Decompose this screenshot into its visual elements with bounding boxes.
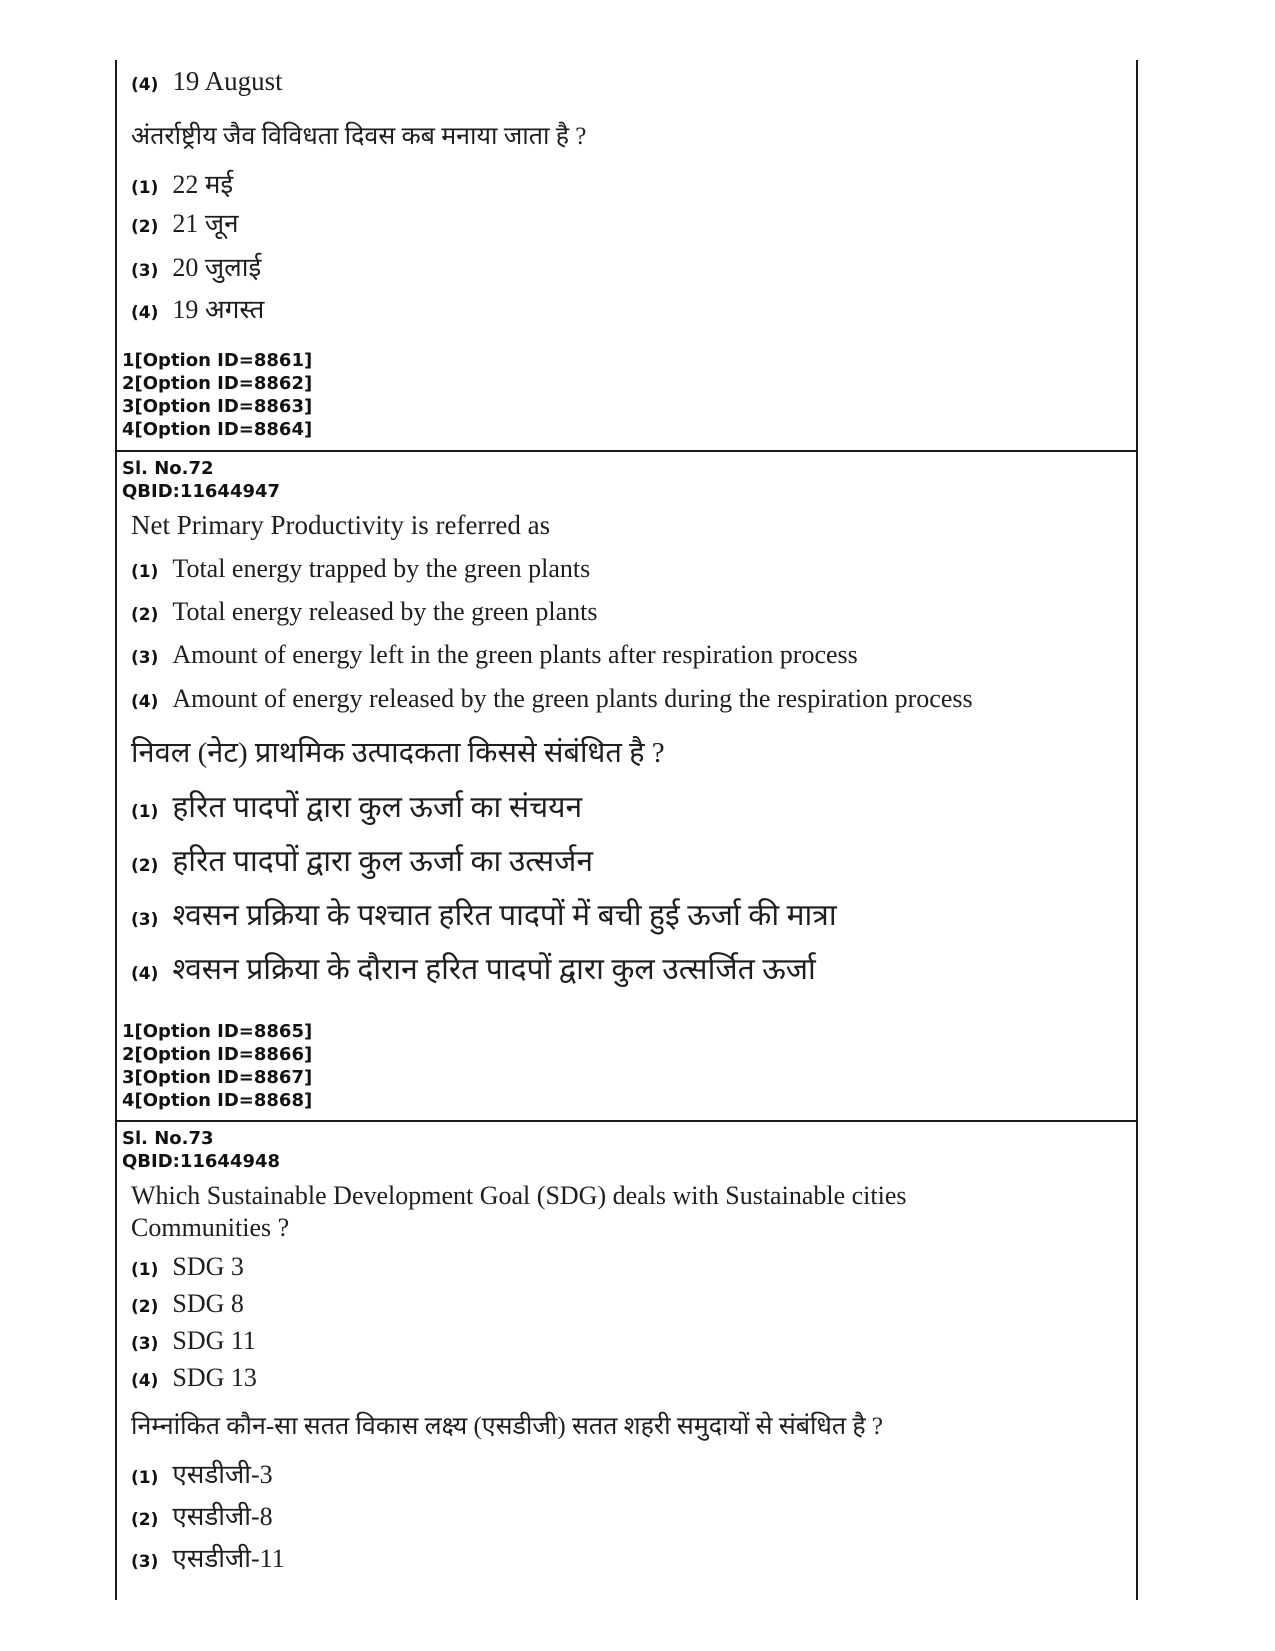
option-text: 19 अगस्त — [172, 295, 265, 324]
option-text: SDG 11 — [172, 1326, 256, 1355]
option-text: SDG 8 — [172, 1289, 244, 1318]
option-text: एसडीजी-11 — [172, 1544, 285, 1573]
option-text: Amount of energy released by the green plants during the respiration process — [172, 684, 973, 713]
question-header-73 — [122, 1127, 280, 1173]
option-3-en — [131, 640, 858, 670]
option-1-en — [131, 554, 590, 584]
option-2-hi — [131, 1497, 273, 1533]
divider-73 — [115, 1120, 1138, 1122]
option-number: (2) — [131, 856, 159, 876]
option-number: (4) — [131, 75, 159, 95]
option-number: (3) — [131, 261, 159, 281]
option-number: (3) — [131, 1334, 159, 1354]
qbid: QBID:11644947 — [122, 481, 281, 502]
question-en — [131, 1180, 907, 1244]
option-number: (4) — [131, 692, 159, 712]
option-text: Amount of energy left in the green plants after respiration process — [172, 640, 858, 669]
option-id: 1[Option ID=8865] — [122, 1021, 313, 1042]
option-id: 2[Option ID=8866] — [122, 1044, 313, 1065]
option-number: (3) — [131, 648, 159, 668]
right-border — [1136, 60, 1138, 1600]
left-border — [115, 60, 117, 1600]
option-3-hi — [131, 248, 261, 284]
option-number: (2) — [131, 1510, 159, 1530]
option-2-en — [131, 597, 597, 627]
option-id: 3[Option ID=8863] — [122, 396, 313, 417]
option-text: Total energy released by the green plants — [172, 597, 598, 626]
question-header-72 — [122, 457, 280, 503]
option-number: (1) — [131, 802, 159, 822]
question-hi: अंतर्राष्ट्रीय जैव विविधता दिवस कब मनाया जाता है ? — [131, 123, 587, 150]
option-number: (2) — [131, 1297, 159, 1317]
option-number: (1) — [131, 178, 159, 198]
sl-no: Sl. No.72 — [122, 458, 214, 479]
option-id: 4[Option ID=8868] — [122, 1090, 313, 1111]
prev-option-4-en — [131, 66, 283, 97]
option-id: 2[Option ID=8862] — [122, 373, 313, 394]
sl-no: Sl. No.73 — [122, 1128, 214, 1149]
question-hi: निम्नांकित कौन-सा सतत विकास लक्ष्य (एसडीजी) सतत शहरी समुदायों से संबंधित है ? — [131, 1413, 883, 1440]
option-1-en — [131, 1252, 244, 1282]
option-1-hi — [131, 165, 233, 201]
option-text: श्वसन प्रक्रिया के पश्चात हरित पादपों में बची हुई ऊर्जा की मात्रा — [172, 899, 837, 932]
option-3-en — [131, 1326, 256, 1356]
option-number: (2) — [131, 605, 159, 625]
option-number: (1) — [131, 562, 159, 582]
option-ids-72 — [122, 1020, 312, 1112]
option-id: 1[Option ID=8861] — [122, 350, 313, 371]
option-1-hi — [131, 785, 582, 826]
option-4-en — [131, 684, 973, 714]
qbid: QBID:11644948 — [122, 1151, 281, 1172]
option-text: SDG 3 — [172, 1252, 244, 1281]
option-4-en — [131, 1363, 257, 1393]
option-2-en — [131, 1289, 244, 1319]
option-text: 21 जून — [172, 209, 239, 238]
option-id: 4[Option ID=8864] — [122, 419, 313, 440]
option-number: (3) — [131, 1552, 159, 1572]
option-4-hi — [131, 290, 264, 326]
question-en: Net Primary Productivity is referred as — [131, 510, 551, 540]
option-text: श्वसन प्रक्रिया के दौरान हरित पादपों द्वारा कुल उत्सर्जित ऊर्जा — [172, 953, 816, 986]
option-3-hi — [131, 1539, 285, 1575]
option-text: 22 मई — [172, 170, 234, 199]
option-number: (4) — [131, 1371, 159, 1391]
option-3-hi — [131, 893, 837, 934]
option-text: 19 August — [172, 66, 283, 96]
option-ids-71 — [122, 349, 312, 441]
question-hi: निवल (नेट) प्राथमिक उत्पादकता किससे संबंधित है ? — [131, 737, 665, 769]
option-number: (4) — [131, 303, 159, 323]
option-2-hi — [131, 839, 593, 880]
option-number: (2) — [131, 217, 159, 237]
option-text: 20 जुलाई — [172, 253, 262, 282]
option-number: (1) — [131, 1468, 159, 1488]
option-text: एसडीजी-8 — [172, 1502, 273, 1531]
option-id: 3[Option ID=8867] — [122, 1067, 313, 1088]
option-text: Total energy trapped by the green plants — [172, 554, 591, 583]
option-text: एसडीजी-3 — [172, 1460, 273, 1489]
option-number: (1) — [131, 1260, 159, 1280]
option-number: (4) — [131, 964, 159, 984]
divider-72 — [115, 450, 1138, 452]
option-text: हरित पादपों द्वारा कुल ऊर्जा का उत्सर्जन — [172, 845, 594, 878]
option-4-hi — [131, 947, 816, 988]
option-number: (3) — [131, 910, 159, 930]
option-2-hi — [131, 204, 239, 240]
option-text: हरित पादपों द्वारा कुल ऊर्जा का संचयन — [172, 791, 583, 824]
option-1-hi — [131, 1455, 273, 1491]
question-en-line-2: Communities ? — [131, 1213, 290, 1242]
option-text: SDG 13 — [172, 1363, 257, 1392]
question-en-line-1: Which Sustainable Development Goal (SDG) deals with Sustainable cities — [131, 1181, 907, 1210]
